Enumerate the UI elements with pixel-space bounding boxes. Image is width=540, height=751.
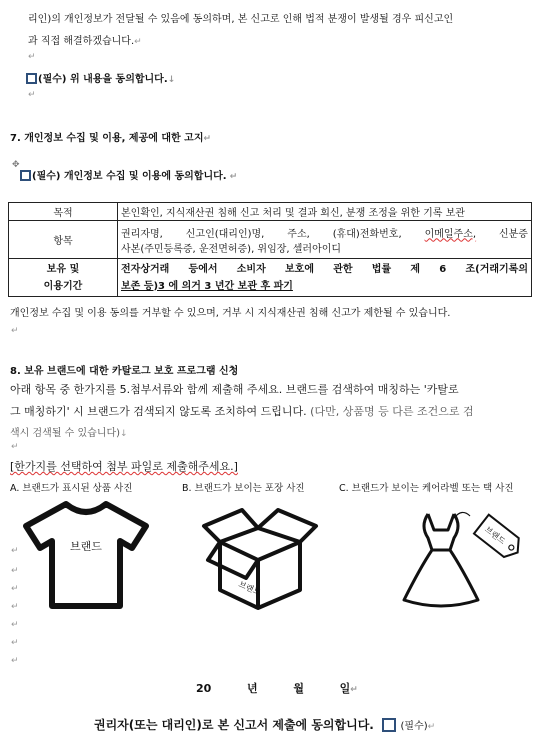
tshirt-brand-text: 브랜드: [70, 540, 102, 553]
date-line: 20 년 월 일↵: [196, 682, 358, 695]
paragraph-mark: ↵: [11, 442, 19, 452]
table-cell-value: 본인확인, 지식재산권 침해 신고 처리 및 결과 회신, 분쟁 조정을 위한 기록 보관: [118, 203, 532, 221]
tshirt-icon: [22, 498, 150, 610]
section-8-heading: 8. 보유 브랜드에 대한 카탈로그 보호 프로그램 신청: [10, 366, 239, 377]
table-row: [9, 221, 532, 259]
option-a-label: A. 브랜드가 표시된 상품 사진: [10, 483, 133, 494]
table-cell-head: 보유 및 이용기간: [9, 259, 118, 297]
paragraph-mark: ↵: [11, 584, 19, 594]
required-agree-checkbox[interactable]: [26, 73, 37, 84]
body-line: 색시 검색될 수 있습니다)↓: [10, 428, 128, 439]
body-line: 아래 항목 중 한가지를 5.첨부서류와 함께 제출해 주세요. 브랜드를 검색하여 매칭하는 '카탈로: [10, 383, 459, 396]
agree-row-1: (필수) 위 내용을 동의합니다.↓: [26, 70, 175, 85]
paragraph-mark: ↵: [11, 326, 19, 336]
body-line: 그 매칭하기' 시 브랜드가 검색되지 않도록 조치하여 드립니다. (다만, 상품명 등 다른 조건으로 검: [10, 405, 474, 418]
date-year[interactable]: 20: [196, 682, 212, 695]
table-cell-head: 항목: [9, 221, 118, 259]
final-agree-checkbox[interactable]: [382, 718, 396, 732]
option-c-label: C. 브랜드가 보이는 케어라벨 또는 택 사진: [339, 483, 514, 494]
privacy-info-table: [8, 202, 532, 297]
paragraph-mark: ↵: [11, 656, 19, 666]
paragraph-mark: ↵: [11, 602, 19, 612]
agree-row-2: (필수) 개인정보 수집 및 이용에 동의합니다. ↵: [20, 167, 237, 182]
paragraph-mark: ↵: [11, 620, 19, 630]
body-line: 리인)의 개인정보가 전달될 수 있음에 동의하며, 본 신고로 인해 법적 분쟁이 발생될 경우 피신고인: [28, 14, 454, 25]
section-7-heading: 7. 개인정보 수집 및 이용, 제공에 대한 고지↵: [10, 133, 212, 144]
table-move-handle-icon[interactable]: ✥: [12, 160, 20, 170]
table-row: [9, 259, 532, 297]
paragraph-mark: ↵: [11, 546, 19, 556]
paragraph-mark: ↵: [28, 52, 36, 62]
box-brand-text: 브랜드: [237, 579, 263, 598]
agree-label: (필수) 위 내용을 동의합니다.: [38, 74, 168, 85]
table-cell-value: 전자상거래 등에서 소비자 보호에 관한 법률 제 6 조(거래기록의 보존 등)3 에 의거 3 년간 보관 후 파기: [118, 259, 532, 297]
privacy-refusal-note: 개인정보 수집 및 이용 동의를 거부할 수 있으며, 거부 시 지식재산권 침해 신고가 제한될 수 있습니다.: [10, 308, 451, 319]
body-line: 과 직접 해결하겠습니다.↵: [28, 36, 142, 47]
agree-label: (필수) 개인정보 수집 및 이용에 동의합니다.: [32, 171, 227, 182]
attachment-instruction: [한가지를 선택하여 첨부 파일로 제출해주세요.]: [10, 460, 238, 473]
dress-tag-icon: [398, 508, 530, 612]
package-box-icon: [200, 498, 320, 610]
paragraph-mark: ↵: [28, 90, 36, 100]
final-agree-label: 권리자(또는 대리인)로 본 신고서 제출에 동의합니다.: [94, 718, 374, 732]
tag-brand-text: 브랜드: [483, 524, 507, 547]
table-row: [9, 203, 532, 221]
paragraph-mark: ↵: [11, 566, 19, 576]
final-agree-row: 권리자(또는 대리인)로 본 신고서 제출에 동의합니다. (필수)↵: [94, 718, 436, 732]
option-b-label: B. 브랜드가 보이는 포장 사진: [182, 483, 305, 494]
required-label: (필수): [400, 721, 428, 732]
privacy-agree-checkbox[interactable]: [20, 170, 31, 181]
table-cell-head: 목적: [9, 203, 118, 221]
paragraph-mark: ↵: [11, 638, 19, 648]
table-cell-value: 권리자명, 신고인(대리인)명, 주소, (휴대)전화번호, 이메일주소, 신분증 사본(주민등록증, 운전면허증), 위임장, 셀러아이디: [118, 221, 532, 259]
